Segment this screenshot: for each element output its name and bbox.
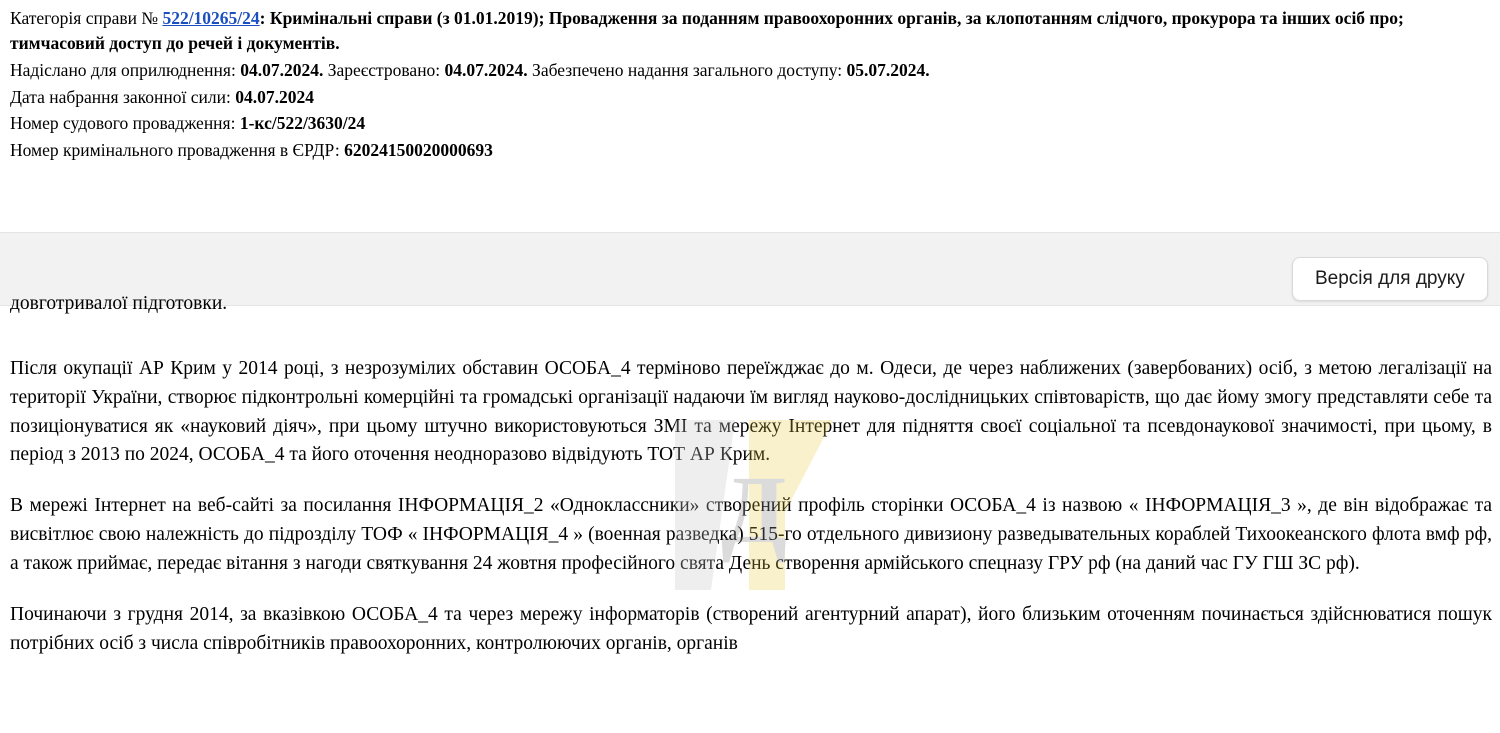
court-proceeding-line <box>10 111 1490 136</box>
svg-text:Д: Д <box>721 456 788 563</box>
erdr-label: Номер кримінального провадження в ЄРДР: <box>10 140 345 161</box>
case-category-text: : Кримінальні справи (з 01.01.2019); Провадження за поданням правоохоронних органів, за клопотанням слідчого, прокурора та інших осіб про; тимчасовий доступ до речей і документів. <box>10 8 1404 53</box>
case-number-link[interactable]: 522/10265/24 <box>162 8 260 28</box>
public-access-label: Забезпечено надання загального доступу: <box>527 59 847 80</box>
document-paragraph: Після окупації АР Крим у 2014 році, з незрозумілих обставин ОСОБА_4 терміново переїжджає до м. Одеси, де через наближених (завербованих) осіб, з метою легалізації на території України, створює підконтрольні комерційні та громадські організації надаючи їм вигляд науково-дослідницьких співтоваріств, що дає йому змогу представляти себе та позиціонуватися як «науковий діяч», при цьому штучно використовуються ЗМІ та мережу Інтернет для підняття своєї соціальної та псевдонаукової значимості, при цьому, в період з 2013 по 2024, ОСОБА_4 та його оточення неодноразово відвідують ТОТ АР Крим. <box>10 357 1492 466</box>
effective-date-line <box>10 85 1490 110</box>
case-category-line <box>10 6 1490 56</box>
proceeding-label: Номер судового провадження: <box>10 113 240 134</box>
document-paragraphs <box>0 293 1500 659</box>
document-paragraph: Починаючи з грудня 2014, за вказівкою ОСОБА_4 та через мережу інформаторів (створений агентурний апарат), його близьким оточенням починається здійснюватися пошук потрібних осіб з числа співробітників правоохоронних, контролюючих органів, органів <box>10 603 1492 654</box>
proceeding-value: 1-кс/522/3630/24 <box>239 113 366 134</box>
sent-label: Надіслано для оприлюднення: <box>10 59 241 80</box>
document-paragraph: В мережі Інтернет на веб-сайті за посилання ІНФОРМАЦІЯ_2 «Одноклассники» створений профіль сторінки ОСОБА_4 із назвою « ІНФОРМАЦІЯ_3 », де він відображає та висвітлює свою належність до підрозділу ТОФ « ІНФОРМАЦІЯ_4 » (военная разведка) 515-го отдельного дивизиону разведывательных кораблей Тихоокеанского флота вмф рф, а також приймає, передає вітання з нагоди святкування 24 жовтня професійного свята День створення армійського спецназу ГРУ рф (на даний час ГУ ГШ ЗС рф). <box>10 495 1492 575</box>
effective-value: 04.07.2024 <box>235 86 314 107</box>
case-category-prefix: Категорія справи № <box>10 8 163 28</box>
effective-label: Дата набрання законної сили: <box>10 86 236 107</box>
print-version-label: Версія для друку <box>1315 268 1465 289</box>
sent-value: 04.07.2024. <box>240 59 324 80</box>
document-text-region <box>0 293 1500 733</box>
publication-dates-line <box>10 58 1490 83</box>
registered-value: 04.07.2024. <box>444 59 528 80</box>
document-paragraph: довготривалої підготовки. <box>10 293 228 314</box>
registered-label: Зареєстровано: <box>323 59 445 80</box>
erdr-proceeding-line <box>10 138 1490 163</box>
erdr-value: 62024150020000693 <box>344 140 493 161</box>
case-meta-block <box>0 0 1500 163</box>
public-access-value: 05.07.2024. <box>846 59 930 80</box>
